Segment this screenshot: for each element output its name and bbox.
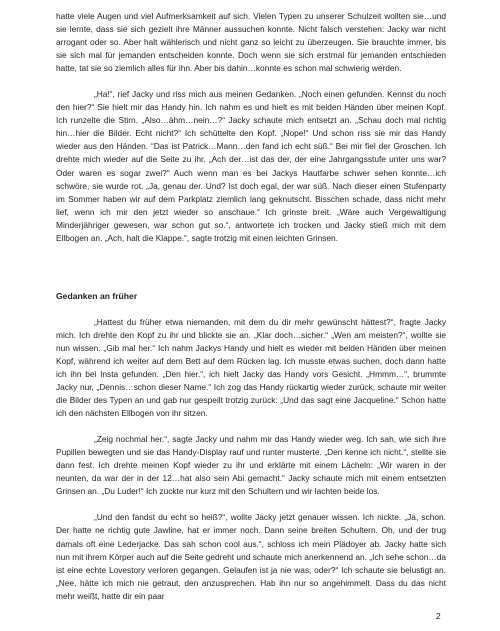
paragraph-spacer bbox=[56, 303, 446, 316]
section-heading: Gedanken an früher bbox=[56, 290, 138, 301]
paragraph-4: „Zeig nochmal her.“, sagte Jacky und nahm mir das Handy wieder weg. Ich sah, wie sich ihre Pupillen bewegten und sie das Handy-Display rauf und runter musterte. „Den kenne ich nicht.“, stellte sie dann fest. Ich drehte meinen Kopf wieder zu ihr und erklärte mit einem Lächeln: „Wir waren in der neunten, da war der in der 12…hat also sein Abi gemacht.“ Jacky schaute mich mit einem entsetzten Grinsen an. „Du Luder!“ Ich zuckte nur kurz mit den Schultern und wir lachten beide los. bbox=[56, 434, 446, 497]
body-text bbox=[56, 10, 446, 603]
page-number: 2 bbox=[436, 611, 441, 621]
paragraph-spacer bbox=[56, 420, 446, 433]
paragraph-2: „Ha!“, rief Jacky und riss mich aus meinen Gedanken. „Noch einen gefunden. Kennst du noch den hier?“ Sie hielt mir das Handy hin. Ich nahm es und hielt es mit beiden Händen über meinen Kopf. Ich runzelte die Stirn. „Also…ähm…nein…?“ Jacky schaute mich entsetzt an. „Schau doch mal richtig hin…hier die Bilder. Echt nicht?“ Ich schüttelte den Kopf. „Nope!“ Und schon riss sie mir das Handy wieder aus den Händen. “Das ist Patrick…Mann…den fand ich echt süß.“ Bei mir fiel der Groschen. Ich drehte mich wieder auf die Seite zu ihr. „Ach der…ist das der, der eine Jahrgangsstufe unter uns war? Oder waren es sogar zwei?“ Auch wenn man es bei Jackys Hautfarbe schwer sehen konnte…ich schwöre, sie wurde rot. „Ja, genau der. Und? Ist doch egal, der war süß. Nach dieser einen Stufenparty im Sommer haben wir auf dem Parkplatz ziemlich lang geknutscht. Bisschen schade, dass nicht mehr lief, wenn ich mir den jetzt wieder so anschaue.“ Ich grinste breit. „Wäre auch Vergewaltigung Minderjähriger gewesen, war schon gut so.“, antwortete ich trocken und Jacky stieß mich mit dem Ellbogen an. „Ach, halt die Klappe.“, sagte trotzig mit einen leichten Grinsen. bbox=[56, 89, 446, 243]
paragraph-5: „Und den fandst du echt so heiß?“, wollte Jacky jetzt genauer wissen. Ich nickte. „Ja, schon. Der hatte ne richtig gute Jawline, hat er immer noch. Dann seine breiten Schultern. Oh, und der trug damals oft eine Lederjacke. Das sah schon cool aus.“, schloss ich mein Plädoyer ab. Jacky hatte sich nun mit ihrem Körper auch auf die Seite gedreht und schaute mich anerkennend an. „Ich sehe schon…da ist eine echte Lovestory verloren gegangen. Gelaufen ist ja nie was, oder?“ Ich schaute sie belustigt an. „Nee, hätte ich mich nie getraut, den anzusprechen. Hab ihn nur so angehimmelt. Dass du das nicht mehr weißt, hatte dir ein paar bbox=[56, 512, 446, 601]
paragraph-spacer bbox=[56, 498, 446, 511]
paragraph-spacer bbox=[56, 75, 446, 88]
paragraph-3: „Hattest du früher etwa niemanden, mit dem du dir mehr gewünscht hättest?“, fragte Jacky mich. Ich drehte den Kopf zu ihr und blickte sie an. „Klar doch…sicher.“ „Wen am meisten?“, wollte sie nun wissen. „Gib mal her.“ Ich nahm Jackys Handy und hielt es wieder mit beiden Händen über meinen Kopf, während ich weiter auf dem Bett auf dem Rücken lag. Ich musste etwas suchen, doch dann hatte ich ihn bei Insta gefunden. „Den hier.“, ich hielt Jacky das Handy vors Gesicht. „Hmmm…“, brummte Jacky nur, „Dennis…schon dieser Name.“ Ich zog das Handy rückartig wieder zurück, schaute mir weiter die Bilder des Typen an und gab nur gespeilt trotzig zurück: „Und das sagt eine Jacqueline.“ Schon hatte ich den nächsten Ellbogen von ihr sitzen. bbox=[56, 316, 446, 419]
section-spacer bbox=[56, 245, 446, 289]
paragraph-1: hatte viele Augen und viel Aufmerksamkeit auf sich. Vielen Typen zu unserer Schulzeit wollten sie…und sie lernte, dass sie sich gezielt ihre Männer aussuchen konnte. Nicht falsch verstehen: Jacky war nicht arrogant oder so. Aber halt wählerisch und nicht ganz so leicht zu überzeugen. Sie brauchte immer, bis sie sich mal für jemanden entscheiden konnte. Doch wenn sie sich erstmal für jemanden entschieden hatte, tat sie so ziemlich alles für ihn. Aber bis dahin…konnte es schon mal schwierig werden. bbox=[56, 11, 446, 74]
